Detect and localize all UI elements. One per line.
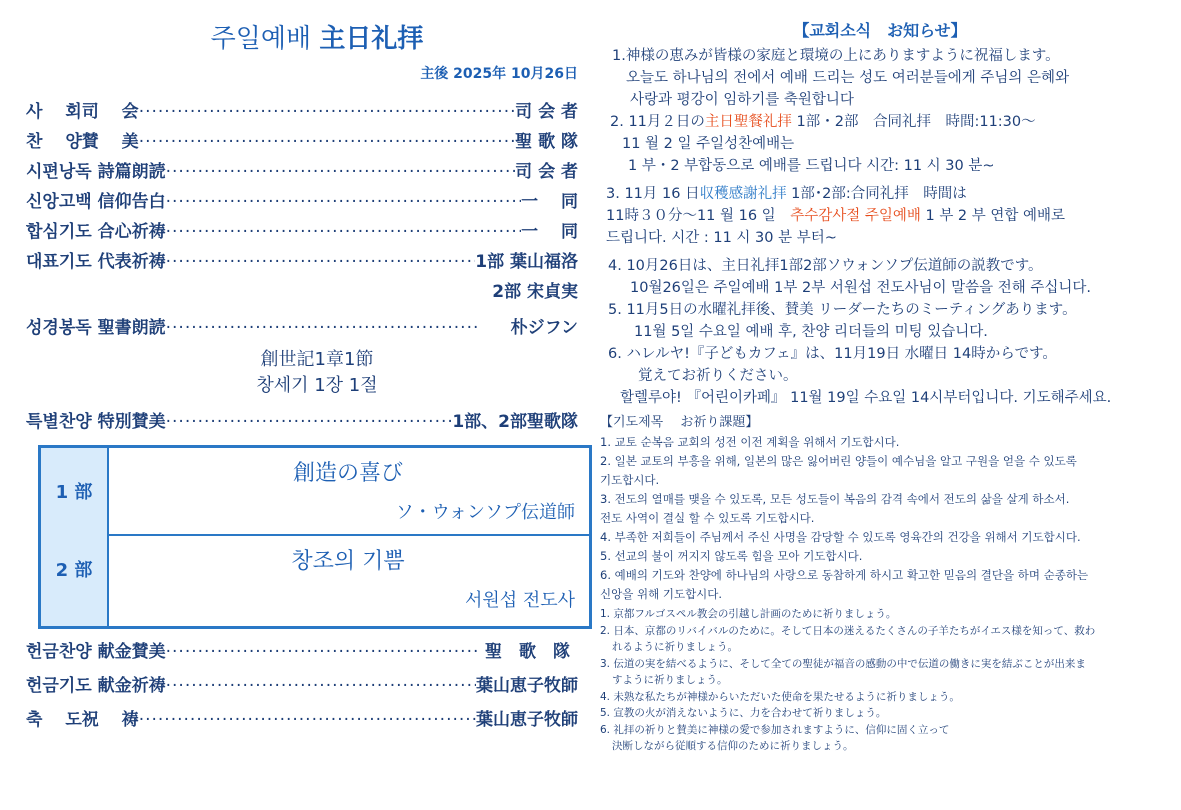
leader-dots [139, 703, 476, 737]
news-item [600, 183, 1160, 205]
sermon-title-korean: 창조의 기쁨 [291, 549, 405, 574]
news-item: 사랑과 평강이 임하기를 축원합니다 [630, 92, 854, 108]
order-row [26, 247, 578, 277]
news-item: 11월 5일 수요일 예배 후, 찬양 리더들의 미팅 있습니다. [634, 324, 988, 340]
order-value: 司 会 者 [515, 102, 578, 122]
prayer-item: 신앙을 위해 기도합시다. [600, 587, 723, 601]
order-row [26, 635, 578, 669]
order-row [26, 187, 578, 217]
prayer-item: 4. 부족한 저희들이 주님께서 주신 사명을 감당할 수 있도록 영육간의 건강을 위해서 기도합시다. [600, 530, 1081, 544]
order-label: 찬 양賛 美 [26, 132, 139, 152]
service-date: 主後 2025年 10月26日 [420, 66, 578, 82]
news-text: 1部・2部 合同礼拝 時間:11:30～ [791, 114, 1036, 130]
prayer-item: 1. 京都フルゴスペル教会の引越し計画のために祈りましょう。 [600, 608, 897, 620]
worship-order-column [26, 18, 578, 737]
prayer-item: 3. 전도의 열매를 맺을 수 있도록, 모든 성도들이 복음의 감격 속에서 전도의 삶을 살게 하소서. [600, 492, 1070, 506]
page-title [56, 18, 578, 55]
title-korean: 주일예배 [210, 24, 312, 54]
order-value: 葉山恵子牧師 [476, 710, 578, 730]
order-label: 대표기도 代表祈祷 [26, 252, 166, 272]
prayer-list-korean [600, 433, 1160, 604]
scripture-japanese: 創世記1章1節 [260, 349, 374, 370]
prayer-item: 4. 未熟な私たちが神様からいただいた使命を果たせるように祈りましょう。 [600, 690, 960, 703]
prayer-item: 2. 日本、京都のリバイバルのために。そして日本の迷えるたくさんの子羊たちがイエス様を知って、救わ [600, 624, 1096, 637]
news-text: 3. 11月 16 日 [606, 186, 700, 202]
order-list [26, 97, 578, 343]
order-value: 一 同 [521, 222, 578, 242]
prayer-item: すように祈りましょう。 [612, 674, 728, 686]
news-list [600, 45, 1160, 409]
order-value: 朴ジフン [510, 318, 578, 338]
order-label: 시편낭독 詩篇朗読 [26, 162, 166, 182]
order-row [26, 127, 578, 157]
sermon-title-japanese: 創造の喜び [292, 461, 403, 486]
prayer-item: 2. 일본 교토의 부흥을 위해, 일본의 많은 잃어버린 양들이 예수님을 알고 구원을 얻을 수 있도록 [600, 454, 1077, 468]
news-item [600, 205, 1160, 227]
order-row [26, 157, 578, 187]
prayer-item: 6. 礼拝の祈りと賛美に神様の愛で参加されますように、信仰に固く立って [600, 723, 950, 736]
news-heading: 【교회소식 お知らせ】 [793, 21, 967, 40]
news-item [600, 111, 1160, 133]
order-row [26, 217, 578, 247]
news-text: 1部･2部:合同礼拝 時間は [786, 186, 967, 202]
sermon-divider [107, 534, 589, 536]
order-label: 사 회司 会 [26, 102, 139, 122]
news-item: 11 월 2 일 주일성찬예배는 [622, 136, 795, 152]
news-item: 4. 10月26日は、主日礼拝1部2部ソウォンソプ伝道師の説教です。 [608, 258, 1043, 274]
sermon-speaker-japanese: ソ・ウォンソプ伝道師 [395, 502, 575, 523]
announcements-column [600, 18, 1160, 755]
order-label: 헌금찬양 献金賛美 [26, 642, 166, 662]
prayer-item: 5. 선교의 불이 꺼지지 않도록 힘을 모아 기도합시다. [600, 549, 863, 563]
highlight-text: 主日聖餐礼拝 [704, 114, 792, 130]
part1-label: 1 部 [55, 482, 93, 503]
highlight-text: 추수감사절 주일예배 [790, 208, 921, 224]
order-label: 성경봉독 聖書朗読 [26, 318, 166, 338]
order-row [26, 313, 578, 343]
order-value: 1部、2部聖歌隊 [452, 412, 578, 432]
order-label: 특별찬양 特別賛美 [26, 412, 166, 432]
order-value: 一 同 [521, 192, 578, 212]
news-text: 1 부 2 부 연합 예배로 [920, 208, 1066, 224]
prayer-item: 기도합시다. [600, 473, 660, 487]
prayer-item: 決断しながら従順する信仰のために祈りましょう。 [612, 740, 854, 752]
prayer-item: 3. 伝道の実を結べるように、そして全ての聖徒が福音の感動の中で伝道の働きに実を結ぶことが出来ま [600, 657, 1086, 670]
sermon-box [38, 445, 592, 629]
order-label: 신앙고백 信仰告白 [26, 192, 166, 212]
title-japanese: 主日礼拝 [319, 24, 424, 54]
news-item: 10월26일은 주일예배 1부 2부 서원섭 전도사님이 말씀을 전해 주십니다. [630, 280, 1092, 296]
leader-dots [166, 187, 521, 217]
prayer-item: 전도 사역이 결실 할 수 있도록 기도합시다. [600, 511, 815, 525]
order-label: 헌금기도 献金祈祷 [26, 676, 166, 696]
leader-dots [166, 313, 481, 343]
order-row [26, 669, 578, 703]
news-item: 6. ハレルヤ!『子どもカフェ』は、11月19日 水曜日 14時からです。 [608, 346, 1057, 362]
news-item: 覚えてお祈りください。 [638, 368, 798, 384]
news-text: 11時３０分～11 월 16 일 [606, 208, 791, 224]
order-value: 1部 葉山福洛 [475, 252, 578, 272]
order-value: 聖 歌 隊 [515, 132, 578, 152]
prayer-item: 1. 교토 순복음 교회의 성전 이전 계획을 위해서 기도합시다. [600, 435, 900, 449]
order-row [26, 407, 578, 437]
order-value: 聖 歌 隊 [485, 642, 570, 662]
sermon-part-labels [41, 448, 109, 626]
leader-dots [139, 97, 515, 127]
leader-dots [166, 669, 476, 703]
order-label: 합심기도 合心祈祷 [26, 222, 166, 242]
part2-label: 2 部 [55, 560, 93, 581]
leader-dots [166, 635, 479, 669]
sermon-speaker-korean: 서원섭 전도사 [464, 590, 575, 611]
leader-dots [139, 127, 515, 157]
prayer-item: れるように祈りましょう。 [612, 641, 738, 653]
order-value: 司 会 者 [515, 162, 578, 182]
order-label: 축 도祝 祷 [26, 710, 139, 730]
leader-dots [166, 247, 476, 277]
leader-dots [166, 157, 516, 187]
news-item: 할렐루야! 『어린이카페』 11월 19일 수요일 14시부터입니다. 기도해주세요. [620, 390, 1112, 406]
prayer-list-japanese [600, 606, 1160, 755]
order-row [26, 703, 578, 737]
news-item: 오늘도 하나님의 전에서 예배 드리는 성도 여러분들에게 주님의 은혜와 [626, 70, 1070, 86]
order-value: 葉山恵子牧師 [476, 676, 578, 696]
prayer-item: 5. 宣教の火が消えないように、力を合わせて祈りましょう。 [600, 707, 887, 719]
news-item: 5. 11月5日の水曜礼拝後、賛美 リーダーたちのミーティングあります。 [608, 302, 1077, 318]
highlight-text: 収穫感謝礼拝 [699, 186, 787, 202]
leader-dots [166, 217, 521, 247]
news-item: 1 부・2 부합동으로 예배를 드립니다 시간: 11 시 30 분~ [628, 158, 995, 174]
scripture-korean: 창세기 1장 1절 [256, 375, 378, 396]
closing-order-list [26, 635, 578, 737]
prayer-heading: 【기도제목 お祈り課題】 [600, 415, 759, 430]
scripture-reference [56, 347, 578, 399]
rep-prayer-part2: 2部 宋貞実 [492, 282, 578, 302]
order-row [26, 97, 578, 127]
news-text: 2. 11月２日の [610, 114, 705, 130]
leader-dots [166, 407, 453, 437]
news-item: 1.神様の恵みが皆様の家庭と環境の上にありますように祝福します。 [612, 48, 1060, 64]
prayer-item: 6. 예배의 기도와 찬양에 하나님의 사랑으로 동참하게 하시고 확고한 믿음의 결단을 하며 순종하는 [600, 568, 1089, 582]
news-item: 드립니다. 시간 : 11 시 30 분 부터~ [606, 230, 837, 246]
